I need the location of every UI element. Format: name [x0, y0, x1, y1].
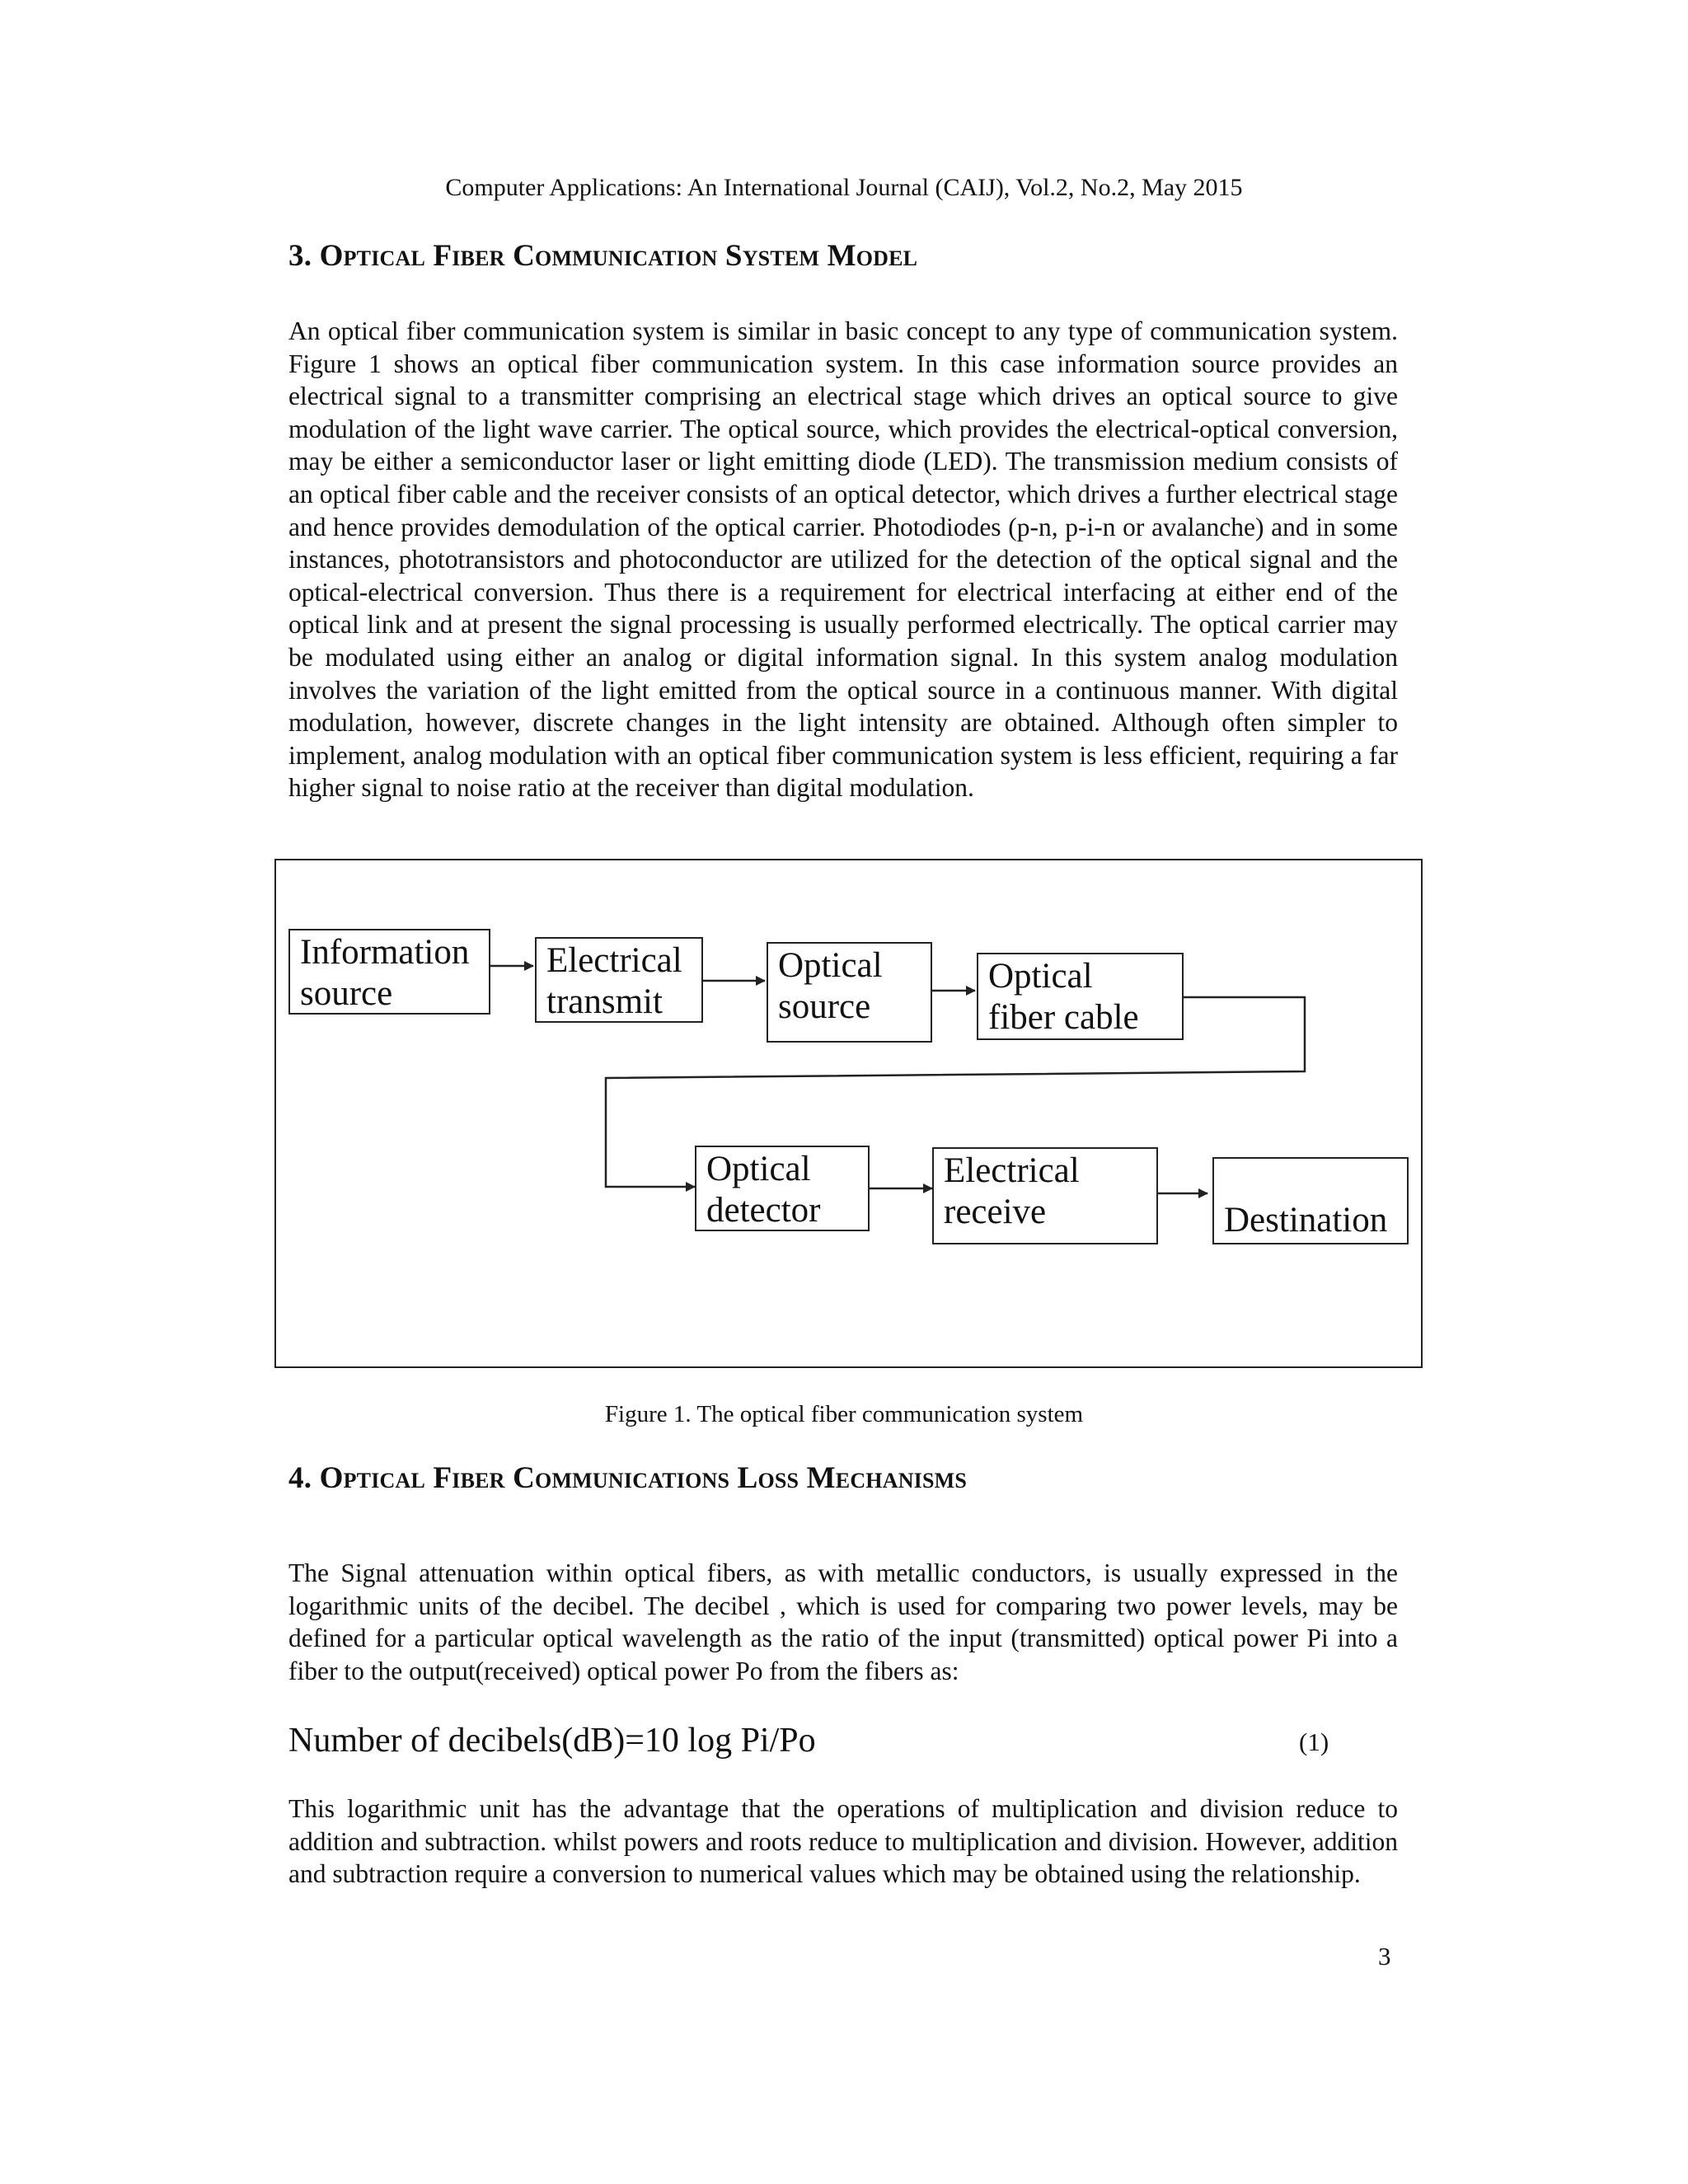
journal-header: Computer Applications: An International Journal (CAIJ), Vol.2, No.2, May 2015	[445, 174, 1243, 201]
block-information-source: Information source	[288, 929, 490, 1015]
section-4-heading: 4. Optical Fiber Communications Loss Mechanisms	[288, 1461, 968, 1495]
decibel-equation: Number of decibels(dB)=10 log Pi/Po	[288, 1722, 816, 1760]
figure-1-frame	[274, 859, 1423, 1368]
section-4-paragraph-1: The Signal attenuation within optical fibers, as with metallic conductors, is usually expressed in the logarithmic units of the decibel. The decibel , which is used for comparing two power levels, may be defined for a particular optical wavelength as the ratio of the input (transmitted) optical power Pi into a fiber to the output(received) optical power Po from the fibers as:	[288, 1558, 1398, 1685]
block-optical-detector: Optical detector	[695, 1146, 870, 1231]
equation-number: (1)	[1299, 1727, 1329, 1756]
block-electrical-receive: Electrical receive	[932, 1147, 1158, 1244]
block-optical-source: Optical source	[767, 942, 932, 1043]
section-3-paragraph: An optical fiber communication system is similar in basic concept to any type of communication system. Figure 1 shows an optical fiber communication system. In this case information source provides an electrical signal to a transmitter comprising an electrical stage which drives an optical source to give modulation of the light wave carrier. The optical source, which provides the electrical-optical conversion, may be either a semiconductor laser or light emitting diode (LED). The transmission medium consists of an optical fiber cable and the receiver consists of an optical detector, which drives a further electrical stage and hence provides demodulation of the optical carrier. Photodiodes (p-n, p-i-n or avalanche) and in some instances, phototransistors and photoconductor are utilized for the detection of the optical signal and the optical-electrical conversion. Thus there is a requirement for electrical interfacing at either end of the optical link and at present the signal processing is usually performed electrically. The optical carrier may be modulated using either an analog or digital information signal. In this system analog modulation involves the variation of the light emitted from the optical source in a continuous manner. With digital modulation, however, discrete changes in the light intensity are obtained. Although often simpler to implement, analog modulation with an optical fiber communication system is less efficient, requiring a far higher signal to noise ratio at the receiver than digital modulation.	[288, 316, 1398, 803]
block-destination: Destination	[1212, 1157, 1409, 1244]
block-electrical-transmit: Electrical transmit	[535, 937, 703, 1023]
page-number: 3	[1378, 1942, 1391, 1971]
section-3-heading: 3. Optical Fiber Communication System Model	[288, 239, 918, 273]
section-4-paragraph-2: This logarithmic unit has the advantage that the operations of multiplication and division reduce to addition and subtraction. whilst powers and roots reduce to multiplication and division. However, addition and subtraction require a conversion to numerical values which may be obtained using the relationship.	[288, 1794, 1398, 1889]
figure-1-caption: Figure 1. The optical fiber communication system	[604, 1401, 1084, 1427]
block-optical-fiber-cable: Optical fiber cable	[977, 953, 1184, 1040]
